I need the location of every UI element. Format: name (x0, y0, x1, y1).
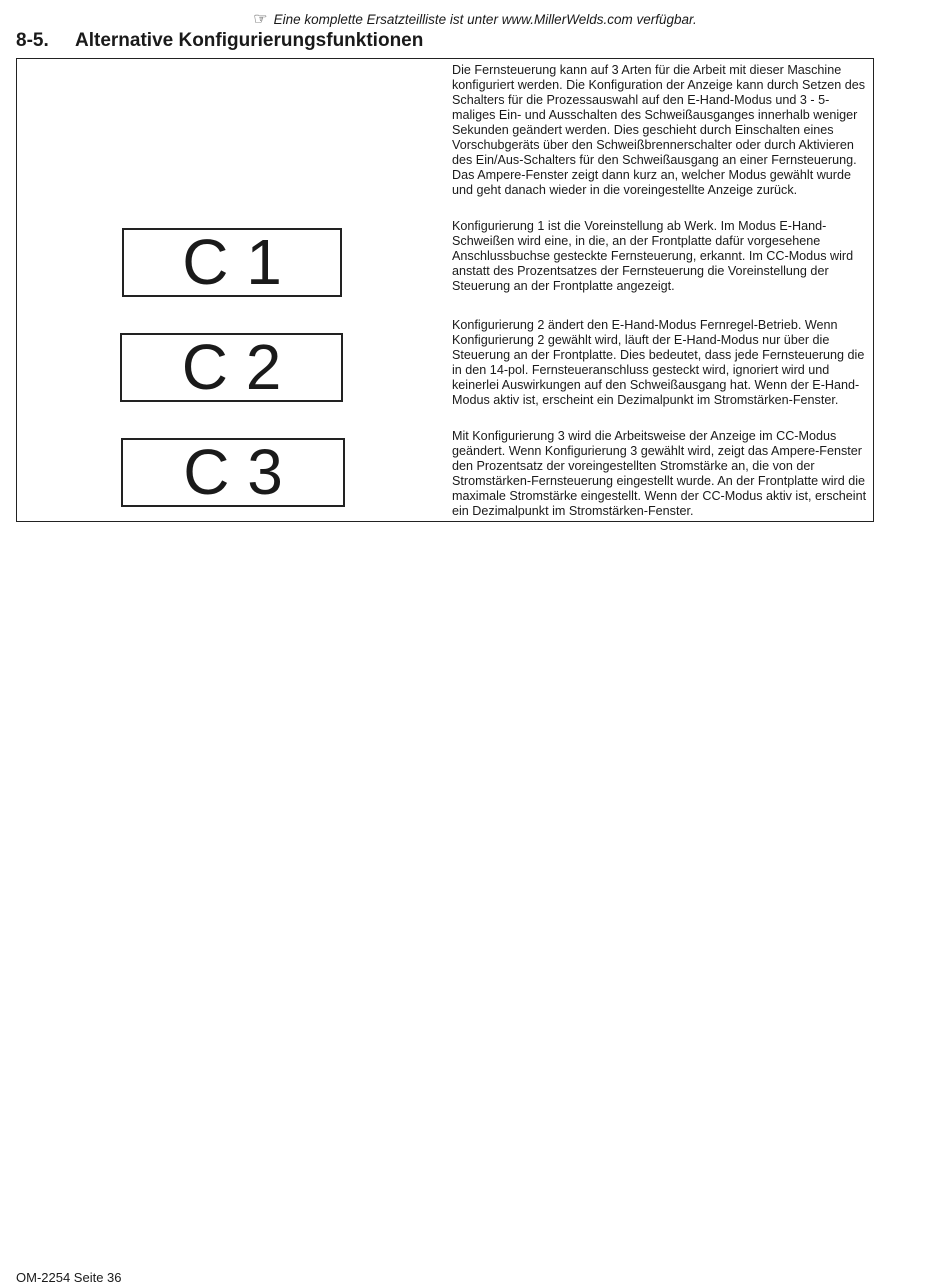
config-3-paragraph: Mit Konfigurierung 3 wird die Arbeitsweise der Anzeige im CC-Modus geändert. Wenn Konfigurierung 3 gewählt wird, zeigt das Ampere-Fenster den Prozentsatz der voreingestellten Stromstärke an, die von der Stromstärken-Fernsteuerung eingestellt wurde. An der Frontplatte wird die maximale Stromstärke eingestellt. Wenn der CC-Modus aktiv ist, erscheint ein Dezimalpunkt im Stromstärken-Fenster. (452, 429, 867, 518)
config-2-paragraph: Konfigurierung 2 ändert den E-Hand-Modus Fernregel-Betrieb. Wenn Konfigurierung 2 gewählt wird, läuft der E-Hand-Modus nur über die Steuerung an der Frontplatte. Dies bedeutet, dass jede Fernsteuerung die in den 14-pol. Fernsteueranschluss gesteckt wird, ignoriert wird und keinerlei Auswirkungen auf den Schweißausgang hat. Wenn der E-Hand-Modus aktiv ist, erscheint ein Dezimalpunkt im Stromstärken-Fenster. (452, 318, 865, 407)
display-c3: C 3 (121, 438, 345, 507)
display-c1: C 1 (122, 228, 342, 297)
display-c2: C 2 (120, 333, 343, 402)
intro-paragraph: Die Fernsteuerung kann auf 3 Arten für die Arbeit mit dieser Maschine konfiguriert werden. Die Konfiguration der Anzeige kann durch Setzen des Schalters für die Prozessauswahl auf den E-Hand-Modus und 3 - 5-maliges Ein- und Ausschalten des Schweißausganges innerhalb weniger Sekunden geändert werden. Dies geschieht durch Einschalten eines Vorschubgeräts über den Schweißbrennerschalter oder durch Aktivieren des Ein/Aus-Schalters für den Schweißausgang an einer Fernsteuerung. Das Ampere-Fenster zeigt dann kurz an, welcher Modus gewählt wurde und geht danach wieder in die voreingestellte Anzeige zurück. (452, 63, 866, 197)
section-title-text: Alternative Konfigurierungsfunktionen (75, 30, 424, 51)
section-number: 8-5. (16, 30, 49, 51)
page-footer: OM-2254 Seite 36 (16, 1270, 122, 1285)
section-title (16, 30, 423, 52)
config-1-paragraph: Konfigurierung 1 ist die Voreinstellung ab Werk. Im Modus E-Hand-Schweißen wird eine, in die, an der Frontplatte dafür vorgesehene Anschlussbuchse gesteckte Fernsteuerung, erkannt. Im CC-Modus wird anstatt des Prozentsatzes der Fernsteuerung die Voreinstellung der Steuerung an der Frontplatte angezeigt. (452, 219, 854, 293)
pointing-hand-icon: ☞ (253, 11, 268, 28)
header-note (0, 9, 950, 29)
header-note-text: Eine komplette Ersatzteilliste ist unter www.MillerWelds.com verfügbar. (273, 12, 697, 27)
